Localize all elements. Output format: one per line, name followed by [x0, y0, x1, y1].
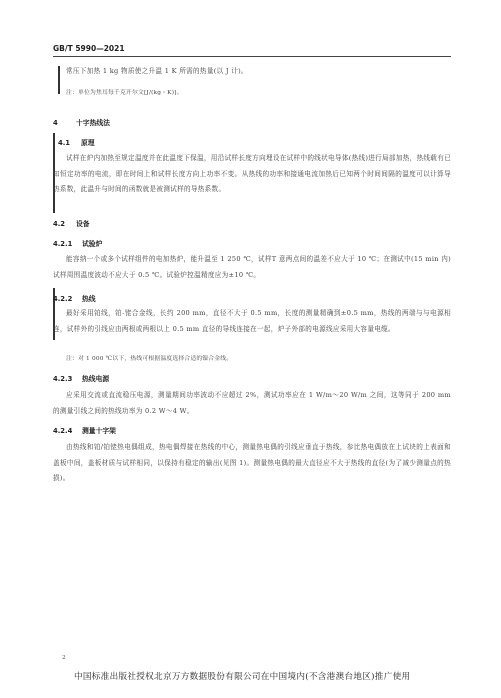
section-title: 热线电源 — [82, 375, 110, 383]
section-number: 4.2 — [53, 220, 66, 228]
section-4-2-heading — [53, 218, 90, 228]
section-number: 4.2.4 — [53, 427, 73, 435]
section-title: 热线 — [82, 295, 96, 303]
section-number: 4.2.2 — [53, 295, 73, 303]
section-4-2-2-heading — [53, 293, 96, 303]
section-4-2-2-text: 最好采用铂线，铂-铑合金线，长约 200 mm，直径不大于 0.5 mm，长度的测量精确到±0.5 mm，热线的两端与与电源相连，试样外的引线应由两根或两根以上 0.5 mm 直径的导线连接在一起，炉子外部的电源线应采用大容量电缆。 — [53, 309, 451, 333]
section-title: 原理 — [81, 139, 95, 147]
section-title: 试验炉 — [82, 240, 103, 248]
section-4-heading — [53, 117, 110, 127]
section-4-2-1-text: 能容纳一个或多个试样组件的电加热炉，能升温至 1 250 ℃，试样T 意两点间的温差不应大于 10 ℃；在测试中(15 min 内)试样周围温度波动不应大于 0.5 ℃。试验炉控温精度应为±10 ℃。 — [53, 255, 451, 279]
intro-line: 常压下加热 1 kg 物质使之升温 1 K 所需的热量(以 J 计)。 — [66, 67, 248, 75]
section-4-1-heading — [58, 137, 95, 147]
section-4-1-text: 试样在炉内加热至规定温度并在此温度下保温，用沿试样长度方向埋设在试样中的线状电导体(热线)进行局部加热，热线载有已知恒定功率的电流，即在时间上和试样长度方向上功率不变。从热线的功率和接通电流加热后已知两个时间间隔的温度可以计算导热系数，此温升与时间的函数就是被测试样的导热系数。 — [53, 154, 451, 193]
section-4-2-2-note: 注：对 1 000 ℃以下，热线可根据温度选择合适的镍合金线。 — [66, 356, 233, 362]
footer-notice: 中国标准出版社授权北京万方数据股份有限公司在中国境内(不含港澳台地区)推广使用 — [74, 672, 411, 682]
section-4-2-1-heading — [53, 238, 102, 248]
intro-note: 注：单位为焦耳每千克开尔文[J/(kg・K)]。 — [66, 90, 183, 96]
section-number: 4.2.3 — [53, 375, 73, 383]
section-number: 4.2.1 — [53, 240, 73, 248]
header-rule — [53, 56, 451, 57]
section-4-2-3-text: 应采用交流或直流稳压电源，测量期间功率波动不应超过 2%，测试功率应在 1 W/m～20 W/m 之间，这等同于 200 mm 的测量引线之间的热线功率为 0.2 W～4 W。 — [53, 391, 451, 415]
section-4-2-4-text: 由热线和铂/铂铑热电偶组成，热电偶焊接在热线的中心，测量热电偶的引线应垂直于热线，参比热电偶放在上试块的上表面和盖板中间，盖板材质与试样相同，以保持有稳定的输出(见图 1)。测量热电偶的最大直径应不大于热线的直径(为了减少测量点的热损)。 — [53, 443, 451, 482]
section-4-2-3-heading — [53, 373, 109, 383]
section-title: 测量十字架 — [82, 427, 116, 435]
section-4-2-4-heading — [53, 425, 116, 435]
standard-code: GB/T 5990—2021 — [53, 44, 125, 53]
section-title: 设备 — [76, 220, 90, 228]
section-number: 4.1 — [58, 139, 71, 147]
section-title: 十字热线法 — [76, 119, 110, 127]
page-number: 2 — [62, 655, 66, 661]
section-number: 4 — [53, 119, 58, 127]
